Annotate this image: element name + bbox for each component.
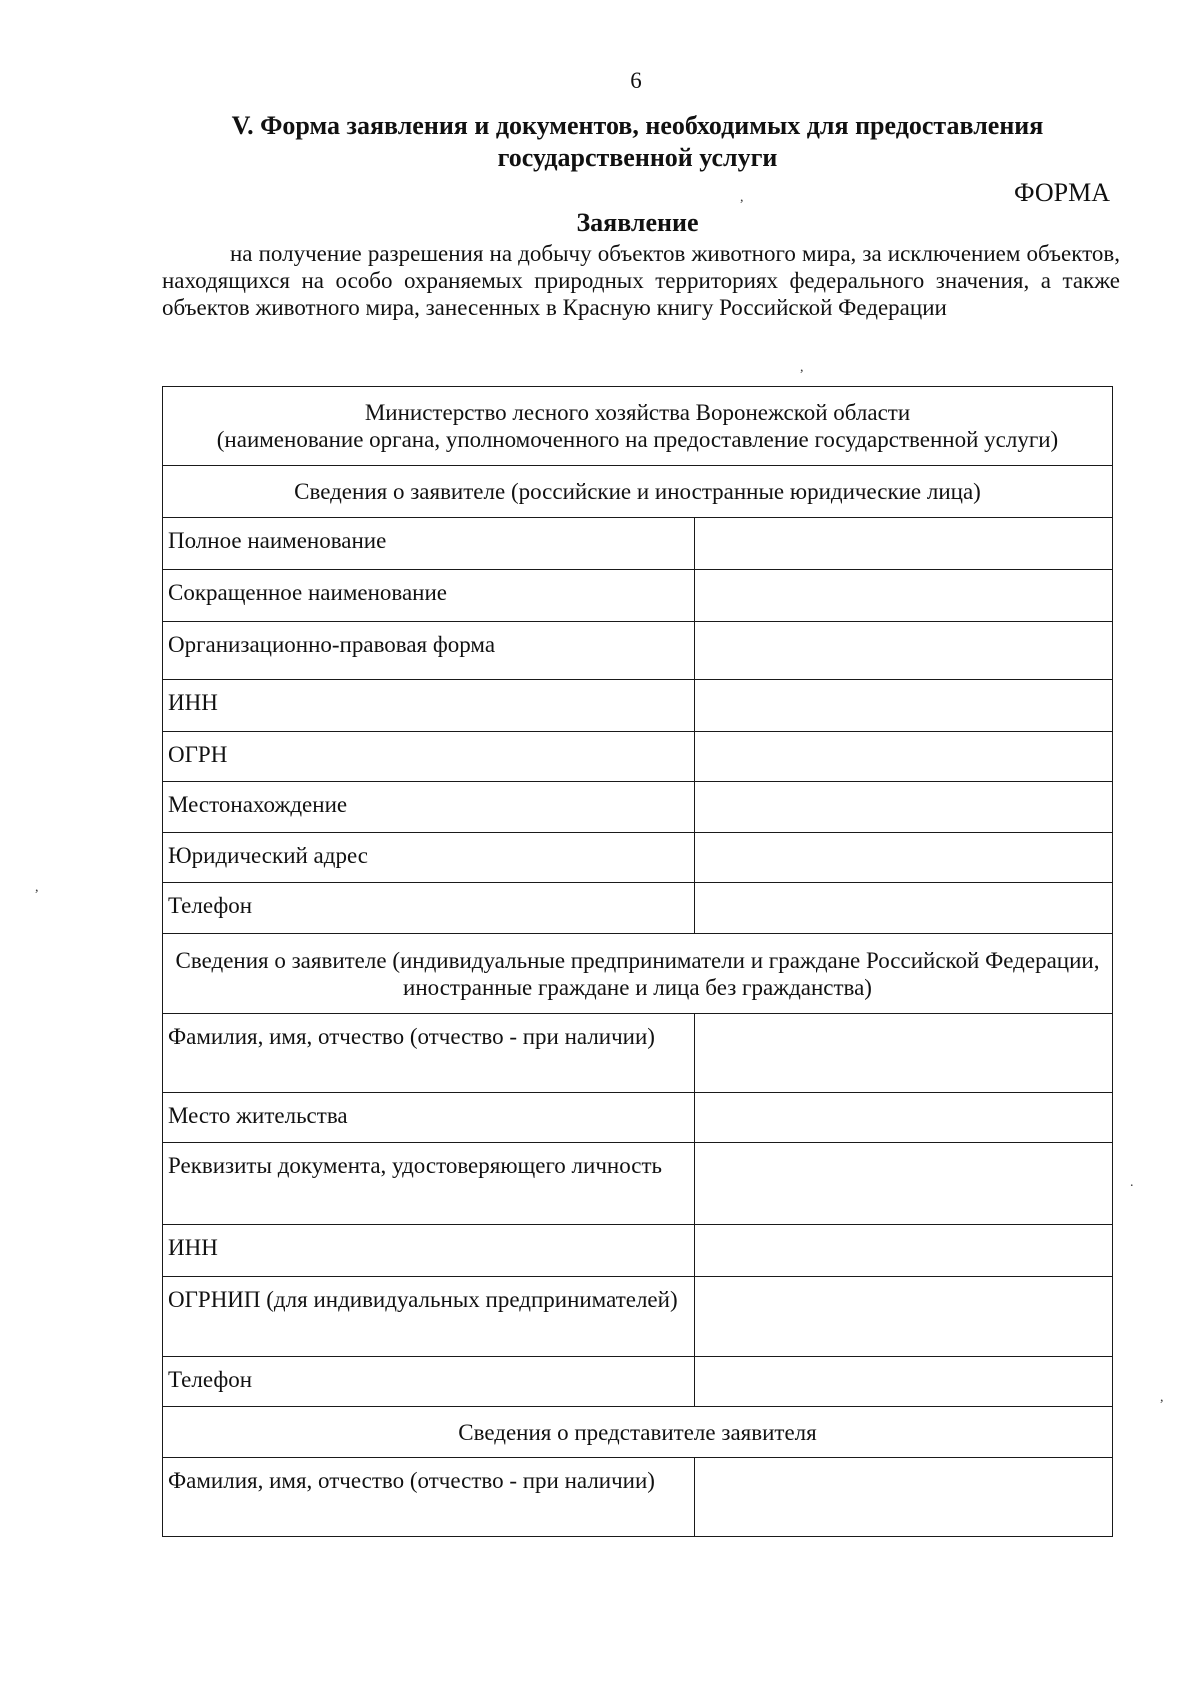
table-row bbox=[163, 1357, 1113, 1407]
field-label: Юридический адрес bbox=[163, 833, 695, 883]
table-row bbox=[163, 782, 1113, 833]
table-row bbox=[163, 1277, 1113, 1357]
application-form-table bbox=[162, 386, 1113, 1537]
field-value-cell[interactable] bbox=[695, 1357, 1113, 1407]
document-subtitle: на получение разрешения на добычу объектов животного мира, за исключением объектов, находящихся на особо охраняемых природных территориях федерального значения, а также объектов животного мира, занесенных в Красную книгу Российской Федерации bbox=[162, 241, 1120, 320]
field-label: Место жительства bbox=[163, 1093, 695, 1143]
field-value-cell[interactable] bbox=[695, 1277, 1113, 1357]
individuals-header: Сведения о заявителе (индивидуальные предприниматели и граждане Российской Федерации, иностранные граждане и лица без гражданства) bbox=[163, 934, 1113, 1014]
table-row bbox=[163, 518, 1113, 570]
table-row bbox=[163, 1225, 1113, 1277]
field-value-cell[interactable] bbox=[695, 1014, 1113, 1093]
field-label: ИНН bbox=[163, 1225, 695, 1277]
scan-speck-mark: . bbox=[1130, 1175, 1134, 1190]
field-value-cell[interactable] bbox=[695, 1093, 1113, 1143]
section-header-row bbox=[163, 466, 1113, 518]
field-label: ОГРНИП (для индивидуальных предпринимателей) bbox=[163, 1277, 695, 1357]
field-label: Телефон bbox=[163, 883, 695, 934]
authority-row bbox=[163, 387, 1113, 466]
field-label: Фамилия, имя, отчество (отчество - при наличии) bbox=[163, 1458, 695, 1537]
table-row bbox=[163, 732, 1113, 782]
scan-speck-mark: , bbox=[35, 880, 39, 895]
field-value-cell[interactable] bbox=[695, 570, 1113, 622]
field-value-cell[interactable] bbox=[695, 1458, 1113, 1537]
table-row bbox=[163, 833, 1113, 883]
table-row bbox=[163, 1014, 1113, 1093]
field-label: Полное наименование bbox=[163, 518, 695, 570]
scan-speck-mark: , bbox=[740, 190, 744, 205]
field-value-cell[interactable] bbox=[695, 782, 1113, 833]
table-row bbox=[163, 680, 1113, 732]
scan-speck-mark: , bbox=[800, 360, 804, 375]
field-value-cell[interactable] bbox=[695, 1143, 1113, 1225]
table-row bbox=[163, 1093, 1113, 1143]
form-label: ФОРМА bbox=[1014, 178, 1110, 207]
table-row bbox=[163, 1143, 1113, 1225]
legal-entities-header: Сведения о заявителе (российские и иностранные юридические лица) bbox=[163, 466, 1113, 518]
table-row bbox=[163, 1458, 1113, 1537]
field-value-cell[interactable] bbox=[695, 622, 1113, 680]
table-row bbox=[163, 570, 1113, 622]
field-label: Фамилия, имя, отчество (отчество - при наличии) bbox=[163, 1014, 695, 1093]
field-value-cell[interactable] bbox=[695, 833, 1113, 883]
field-value-cell[interactable] bbox=[695, 883, 1113, 934]
table-row bbox=[163, 622, 1113, 680]
authority-caption: (наименование органа, уполномоченного на предоставление государственной услуги) bbox=[216, 427, 1059, 452]
page-number: 6 bbox=[630, 68, 642, 93]
field-label: ОГРН bbox=[163, 732, 695, 782]
field-label: ИНН bbox=[163, 680, 695, 732]
field-label: Телефон bbox=[163, 1357, 695, 1407]
representative-header: Сведения о представителе заявителя bbox=[163, 1407, 1113, 1458]
scan-speck-mark: , bbox=[1160, 1390, 1164, 1405]
table-row bbox=[163, 883, 1113, 934]
field-value-cell[interactable] bbox=[695, 680, 1113, 732]
section-header-row bbox=[163, 934, 1113, 1014]
field-value-cell[interactable] bbox=[695, 1225, 1113, 1277]
field-label: Организационно-правовая форма bbox=[163, 622, 695, 680]
section-header-row bbox=[163, 1407, 1113, 1458]
field-label: Местонахождение bbox=[163, 782, 695, 833]
section-title: V. Форма заявления и документов, необходимых для предоставления государственной услуги bbox=[231, 111, 1044, 172]
authority-name: Министерство лесного хозяйства Воронежской области bbox=[364, 400, 911, 425]
authority-cell bbox=[163, 387, 1113, 466]
document-title: Заявление bbox=[576, 208, 699, 237]
field-value-cell[interactable] bbox=[695, 518, 1113, 570]
field-label: Сокращенное наименование bbox=[163, 570, 695, 622]
field-label: Реквизиты документа, удостоверяющего личность bbox=[163, 1143, 695, 1225]
field-value-cell[interactable] bbox=[695, 732, 1113, 782]
